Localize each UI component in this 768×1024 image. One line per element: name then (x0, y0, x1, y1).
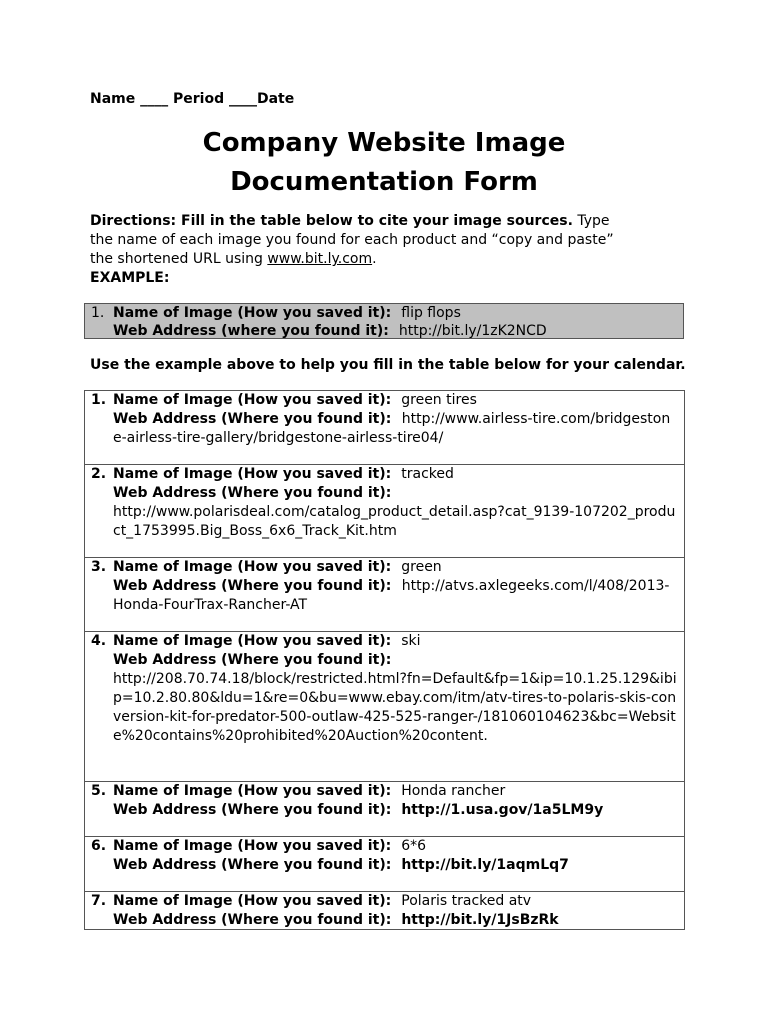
entry-name-label: Name of Image (How you saved it): (113, 392, 392, 408)
entry-web-value: http://www.polarisdeal.com/catalog_product_detail.asp?cat_9139-107202_product_1753995.Big_Boss_6x6_Track_Kit.htm (113, 504, 676, 539)
entry-number: 2. (91, 466, 107, 482)
entry-web-value: http://bit.ly/1aqmLq7 (401, 857, 569, 873)
entries-table (84, 390, 685, 930)
bitly-link[interactable]: www.bit.ly.com (267, 251, 373, 267)
entry-name-label: Name of Image (How you saved it): (113, 559, 392, 575)
example-number: 1. (91, 305, 105, 321)
table-row (85, 464, 684, 557)
example-web-value: http://bit.ly/1zK2NCD (398, 323, 547, 339)
example-name-label: Name of Image (How you saved it): (113, 305, 392, 321)
directions-text: Type the name of each image you found for each product and “copy and paste” the shortened URL using (90, 213, 614, 267)
example-entry (84, 303, 684, 339)
entry-web-label: Web Address (Where you found it): (113, 578, 392, 594)
example-name-value: flip flops (401, 305, 461, 321)
entry-name-label: Name of Image (How you saved it): (113, 893, 392, 909)
entry-web-label: Web Address (Where you found it): (113, 411, 392, 427)
entry-web-value: http://1.usa.gov/1a5LM9y (401, 802, 604, 818)
entry-number: 4. (91, 633, 107, 649)
table-row (85, 781, 684, 836)
entry-number: 5. (91, 783, 107, 799)
table-row (85, 391, 684, 464)
entry-name-value: Honda rancher (401, 783, 506, 799)
entry-web-label: Web Address (Where you found it): (113, 485, 392, 501)
entry-number: 7. (91, 893, 107, 909)
entry-name-value: 6*6 (401, 838, 427, 854)
entry-web-value: http://208.70.74.18/block/restricted.html?fn=Default&fp=1&ip=10.1.25.129&ibip=10.2.80.80&ldu=1&re=0&bu=www.ebay.com/itm/atv-tires-to-polaris-skis-conversion-kit-for-predator-500-outlaw-425-525-ranger-/181060104623&bc=Website%20contains%20prohibited%20Auction%20content. (113, 671, 677, 744)
directions-lead: Directions: Fill in the table below to cite your image sources. (90, 213, 573, 229)
table-row (85, 891, 684, 929)
entry-web-value: http://www.airless-tire.com/bridgestone-airless-tire-gallery/bridgestone-airless-tire04/ (113, 411, 671, 446)
entry-web-value: http://atvs.axlegeeks.com/l/408/2013-Honda-FourTrax-Rancher-AT (113, 578, 670, 613)
title-line-2: Documentation Form (230, 167, 538, 197)
entry-number: 6. (91, 838, 107, 854)
directions-period: . (372, 251, 377, 267)
entry-name-value: Polaris tracked atv (401, 893, 532, 909)
entry-web-label: Web Address (Where you found it): (113, 912, 392, 928)
entry-web-label: Web Address (Where you found it): (113, 857, 392, 873)
name-period-date-line: Name ____ Period ____Date (90, 91, 295, 107)
entry-web-label: Web Address (Where you found it): (113, 652, 392, 668)
title-line-1: Company Website Image (202, 128, 566, 158)
entry-name-value: ski (401, 633, 421, 649)
entry-name-label: Name of Image (How you saved it): (113, 466, 392, 482)
entry-name-label: Name of Image (How you saved it): (113, 783, 392, 799)
entry-web-label: Web Address (Where you found it): (113, 802, 392, 818)
entry-name-value: tracked (401, 466, 454, 482)
use-example-instruction: Use the example above to help you fill in the table below for your calendar. (90, 357, 686, 373)
table-row (85, 836, 684, 891)
table-row (85, 557, 684, 631)
page-title (0, 124, 768, 202)
directions-paragraph (90, 212, 630, 269)
entry-name-label: Name of Image (How you saved it): (113, 838, 392, 854)
entry-name-value: green tires (401, 392, 477, 408)
table-row (85, 631, 684, 781)
entry-number: 3. (91, 559, 107, 575)
example-label: EXAMPLE: (90, 270, 170, 286)
example-web-label: Web Address (where you found it): (113, 323, 389, 339)
entry-number: 1. (91, 392, 107, 408)
entry-name-value: green (401, 559, 442, 575)
entry-web-value: http://bit.ly/1JsBzRk (401, 912, 559, 928)
entry-name-label: Name of Image (How you saved it): (113, 633, 392, 649)
